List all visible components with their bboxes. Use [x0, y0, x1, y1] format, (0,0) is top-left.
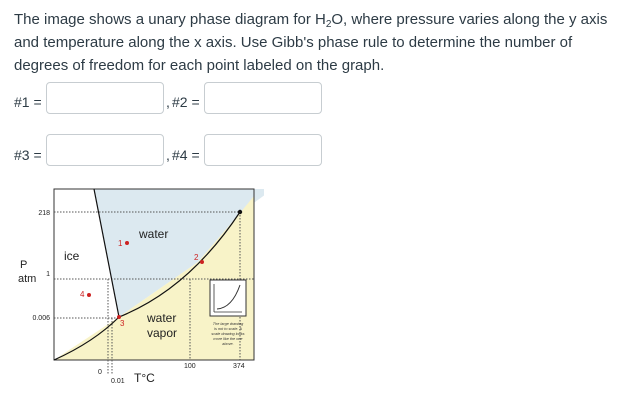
- y-tick-218: 218: [38, 210, 50, 217]
- critical-point: [238, 210, 242, 214]
- point-2-label: 2: [194, 253, 199, 262]
- question-text-part-2: O, where pressure varies along the y axis and temperature along the x axis. Use Gibb's phase rule to determine the number of degrees of freedom for each point labeled on the graph.: [14, 11, 608, 74]
- point-3-label: 3: [120, 319, 125, 328]
- answer-separator-1: ,: [166, 94, 170, 110]
- answer-input-4[interactable]: [204, 134, 322, 166]
- x-axis-label: T°C: [134, 371, 155, 385]
- answer-label-4: #4 =: [172, 147, 200, 163]
- answer-input-3[interactable]: [46, 134, 164, 166]
- answer-separator-3: ,: [166, 147, 170, 163]
- answer-input-1[interactable]: [46, 82, 164, 114]
- inset-note-line-5: above.: [222, 342, 234, 346]
- x-tick-100: 100: [184, 363, 196, 370]
- region-label-water: water: [139, 227, 169, 241]
- inset-note-line-4: more like the one: [213, 337, 243, 341]
- answer-label-2: #2 =: [172, 94, 200, 110]
- region-label-ice: ice: [64, 249, 80, 263]
- x-tick-0: 0: [98, 369, 102, 376]
- point-1-label: 1: [118, 239, 123, 248]
- answer-label-1: #1 =: [14, 94, 42, 110]
- phase-diagram: [14, 184, 264, 394]
- inset-note-line-1: The large drawing: [212, 322, 244, 326]
- inset-note-line-3: scale drawing looks: [211, 332, 245, 336]
- x-tick-374: 374: [233, 363, 245, 370]
- subscript-2: 2: [325, 19, 332, 30]
- point-1-marker: [125, 241, 129, 245]
- inset-box: [210, 280, 246, 316]
- answer-input-2[interactable]: [204, 82, 322, 114]
- point-2-marker: [200, 260, 204, 264]
- region-label-water-vapor-2: vapor: [147, 326, 178, 340]
- x-tick-001: 0.01: [111, 378, 125, 385]
- answer-label-3: #3 =: [14, 147, 42, 163]
- question-text: [14, 8, 626, 77]
- inset-note-line-2: is not to scale. A: [214, 327, 242, 331]
- y-tick-0006: 0.006: [32, 315, 50, 322]
- question-text-part-1: The image shows a unary phase diagram for H: [14, 11, 326, 28]
- y-tick-1: 1: [46, 271, 50, 278]
- y-axis-label-p: P: [20, 259, 28, 271]
- point-4-marker: [87, 293, 91, 297]
- y-axis-label-unit: atm: [18, 273, 37, 285]
- point-4-label: 4: [80, 290, 85, 299]
- region-label-water-vapor-1: water: [147, 311, 177, 325]
